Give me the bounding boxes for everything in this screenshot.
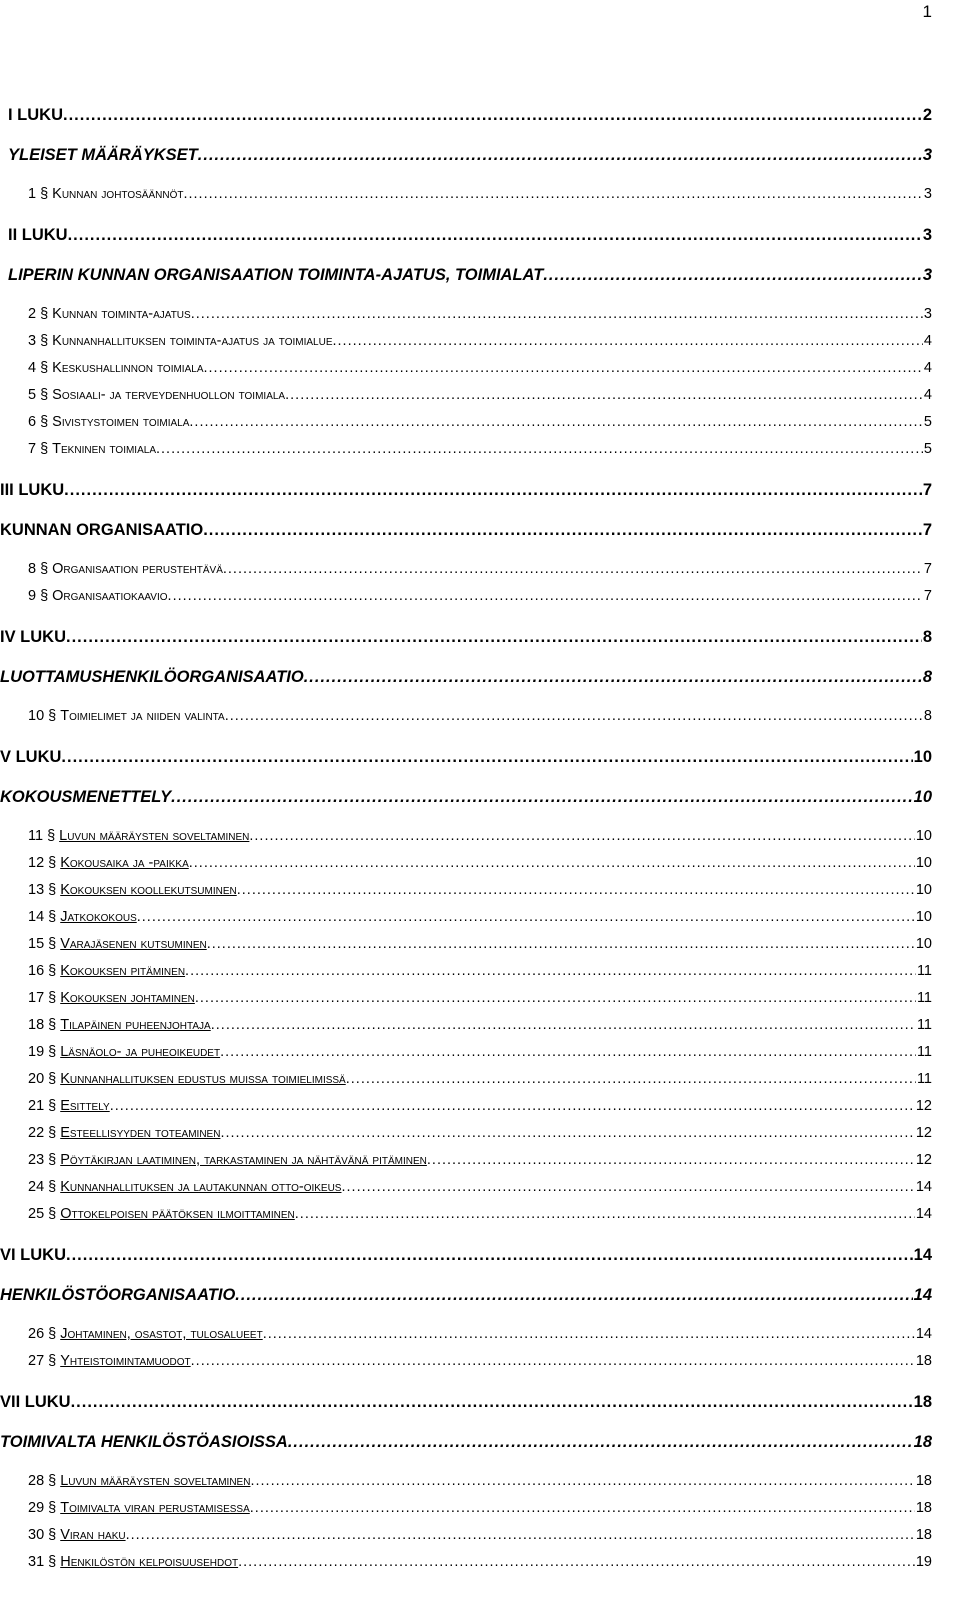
section-sign: § [48,936,57,952]
dot-leader [126,1527,915,1543]
section-number: 28 [28,1473,45,1489]
section-title: Sosiaali- ja terveydenhuollon toimiala [52,387,286,403]
dot-leader [285,387,923,403]
toc-page-number: 11 [916,1044,932,1060]
toc-page-number: 19 [915,1554,932,1570]
section-number: 24 [28,1179,45,1195]
toc-entry[interactable] [28,828,932,852]
section-sign: § [48,1179,57,1195]
section-title: Kokousaika ja -paikka [60,855,189,871]
toc-entry[interactable] [0,1286,932,1310]
toc-entry[interactable] [0,1246,932,1270]
toc-heading: YLEISET MÄÄRÄYKSET [8,146,198,164]
dot-leader [189,414,923,430]
toc-section [28,441,156,457]
toc-entry[interactable] [28,561,932,585]
toc-page-number: 18 [915,1473,932,1489]
toc-entry[interactable] [0,1393,932,1417]
toc-section [28,1179,341,1195]
toc-page-number: 14 [913,1246,932,1264]
toc-page-number: 18 [913,1393,932,1411]
section-sign: § [48,1206,57,1222]
section-title: Kunnanhallituksen toiminta-ajatus ja toimialue [52,333,333,349]
dot-leader [64,481,922,500]
toc-heading: KUNNAN ORGANISAATIO [0,521,204,539]
toc-entry[interactable] [28,708,932,732]
dot-leader [110,1098,915,1114]
toc-entry[interactable] [28,1473,932,1497]
section-title: Kokouksen johtaminen [60,990,195,1006]
section-number: 1 [28,186,37,202]
section-number: 27 [28,1353,45,1369]
section-sign: § [48,708,57,724]
toc-heading: V LUKU [0,748,62,766]
section-number: 9 [28,588,37,604]
toc-page-number: 18 [915,1353,932,1369]
toc-heading: III LUKU [0,481,65,499]
toc-page-number: 18 [913,1433,932,1451]
toc-heading: LUOTTAMUSHENKILÖORGANISAATIO [0,668,304,686]
toc-heading: HENKILÖSTÖORGANISAATIO [0,1286,236,1304]
dot-leader [156,441,923,457]
toc-entry[interactable] [28,1071,932,1095]
toc-entry[interactable] [28,186,932,210]
section-title: Viran haku [60,1527,126,1543]
section-sign: § [48,1152,57,1168]
toc-entry[interactable] [8,106,932,130]
dot-leader [295,1206,915,1222]
section-number: 16 [28,963,45,979]
toc-section [28,1527,126,1543]
dot-leader [346,1071,916,1087]
toc-section [28,1326,263,1342]
section-title: Ottokelpoisen päätöksen ilmoittaminen [60,1206,295,1222]
toc-section [28,1473,250,1489]
toc-heading: II LUKU [8,226,68,244]
toc-entry[interactable] [0,481,932,505]
toc-page-number: 4 [923,387,932,403]
section-sign: § [47,828,56,844]
dot-leader [198,146,922,165]
section-sign: § [48,1473,57,1489]
dot-leader [263,1326,915,1342]
toc-page-number: 8 [922,628,932,646]
section-number: 22 [28,1125,45,1141]
toc-entry[interactable] [28,1152,932,1176]
toc-entry[interactable] [28,990,932,1014]
toc-section [28,1071,346,1087]
toc-page-number: 10 [915,828,932,844]
section-title: Johtaminen, osastot, tulosalueet [60,1326,263,1342]
toc-entry[interactable] [28,963,932,987]
toc-page-number: 14 [915,1206,932,1222]
toc-page-number: 7 [922,521,932,539]
section-sign: § [40,306,49,322]
toc-page-number: 3 [922,266,932,284]
section-sign: § [40,414,49,430]
toc-section [28,561,223,577]
toc-entry[interactable] [28,882,932,906]
section-sign: § [48,963,57,979]
toc-section [28,1206,295,1222]
section-number: 25 [28,1206,45,1222]
dot-leader [223,561,923,577]
dot-leader [427,1152,915,1168]
toc-section [28,1500,250,1516]
toc-page-number: 7 [923,561,932,577]
dot-leader [249,828,914,844]
toc-entry[interactable] [28,333,932,357]
section-number: 20 [28,1071,45,1087]
toc-section [28,855,189,871]
section-sign: § [48,909,57,925]
toc-section [28,708,225,724]
dot-leader [341,1179,914,1195]
section-sign: § [48,1017,57,1033]
toc-page-number: 3 [922,146,932,164]
toc-entry[interactable] [28,855,932,879]
toc-entry[interactable] [28,1326,932,1350]
section-number: 13 [28,882,45,898]
section-number: 12 [28,855,45,871]
section-number: 30 [28,1527,45,1543]
toc-entry[interactable] [28,1353,932,1377]
toc-page-number: 18 [915,1500,932,1516]
toc-page-number: 7 [923,588,932,604]
toc-section [28,186,183,202]
toc-page-number: 7 [922,481,932,499]
toc-entry[interactable] [0,748,932,772]
section-number: 3 [28,333,37,349]
section-title: Keskushallinnon toimiala [52,360,204,376]
toc-section [28,588,168,604]
section-number: 10 [28,708,45,724]
toc-entry[interactable] [28,1017,932,1041]
toc-heading: IV LUKU [0,628,66,646]
toc-page-number: 5 [923,414,932,430]
dot-leader [61,748,912,767]
section-sign: § [48,855,57,871]
toc-page-number: 10 [913,788,932,806]
toc-section [28,1554,238,1570]
toc-page-number: 10 [915,855,932,871]
toc-entry[interactable] [28,414,932,438]
toc-section [28,1098,110,1114]
section-number: 15 [28,936,45,952]
section-title: Pöytäkirjan laatiminen, tarkastaminen ja nähtävänä pitäminen [60,1152,427,1168]
toc-page-number: 14 [915,1179,932,1195]
dot-leader [220,1125,914,1141]
toc-section [28,1017,211,1033]
toc-entry[interactable] [28,1179,932,1203]
section-sign: § [48,1125,57,1141]
dot-leader [220,1044,916,1060]
section-number: 8 [28,561,37,577]
section-number: 6 [28,414,37,430]
section-number: 29 [28,1500,45,1516]
dot-leader [185,963,916,979]
dot-leader [168,588,923,604]
toc-section [28,963,185,979]
toc-entry[interactable] [28,306,932,330]
section-title: Kunnanhallituksen edustus muissa toimielimissä [60,1071,346,1087]
toc-page-number: 11 [916,1071,932,1087]
section-number: 7 [28,441,37,457]
section-sign: § [40,588,49,604]
section-title: Kunnan johtosäännöt [52,186,184,202]
toc-entry[interactable] [28,1098,932,1122]
section-sign: § [40,186,49,202]
section-number: 2 [28,306,37,322]
toc-entry[interactable] [8,146,932,170]
dot-leader [288,1433,913,1452]
toc-section [28,909,137,925]
toc-entry[interactable] [28,1044,932,1068]
toc-page-number: 8 [923,708,932,724]
dot-leader [63,106,922,125]
toc-page-number: 10 [915,936,932,952]
dot-leader [66,628,922,647]
toc-entry[interactable] [28,1500,932,1524]
toc-page-number: 18 [915,1527,932,1543]
toc-page-number: 8 [922,668,932,686]
toc-entry[interactable] [8,266,932,290]
toc-section [28,333,333,349]
dot-leader [68,226,922,245]
toc-section [28,387,285,403]
section-title: Organisaation perustehtävä [52,561,223,577]
toc-entry[interactable] [0,788,932,812]
dot-leader [304,668,922,687]
toc-entry[interactable] [0,668,932,692]
toc-page-number: 10 [915,909,932,925]
dot-leader [237,882,915,898]
section-title: Jatkokokous [60,909,137,925]
toc-page-number: 3 [923,186,932,202]
dot-leader [203,521,922,540]
section-title: Luvun määräysten soveltaminen [59,828,250,844]
section-sign: § [48,1071,57,1087]
section-sign: § [48,1044,57,1060]
dot-leader [137,909,915,925]
toc-section [28,1044,220,1060]
toc-section [28,882,237,898]
section-title: Yhteistoimintamuodot [60,1353,191,1369]
section-number: 4 [28,360,37,376]
dot-leader [204,360,923,376]
section-title: Toimivalta viran perustamisessa [60,1500,250,1516]
dot-leader [183,186,922,202]
section-sign: § [48,882,57,898]
toc-section [28,306,191,322]
toc-entry[interactable] [28,936,932,960]
section-title: Esittely [60,1098,110,1114]
page-number: 1 [922,2,932,21]
section-title: Kunnanhallituksen ja lautakunnan otto-oikeus [60,1179,342,1195]
toc-page-number: 14 [913,1286,932,1304]
section-number: 31 [28,1554,45,1570]
dot-leader [71,1393,913,1412]
toc-heading: VI LUKU [0,1246,66,1264]
toc-entry[interactable] [28,909,932,933]
dot-leader [207,936,915,952]
section-title: Organisaatiokaavio [52,588,168,604]
toc-page-number: 5 [923,441,932,457]
toc-page-number: 4 [923,333,932,349]
section-title: Läsnäolo- ja puheoikeudet [60,1044,221,1060]
toc-heading: TOIMIVALTA HENKILÖSTÖASIOISSA [0,1433,288,1451]
toc-page-number: 12 [915,1125,932,1141]
section-title: Varajäsenen kutsuminen [60,936,207,952]
toc-page-number: 2 [922,106,932,124]
section-number: 11 [28,828,44,844]
toc-section [28,936,207,952]
section-sign: § [40,360,49,376]
section-number: 23 [28,1152,45,1168]
dot-leader [195,990,916,1006]
dot-leader [191,306,923,322]
section-sign: § [40,333,49,349]
toc-entry[interactable] [28,387,932,411]
dot-leader [189,855,915,871]
toc-page-number: 4 [923,360,932,376]
toc-page-number: 10 [915,882,932,898]
toc-heading: KOKOUSMENETTELY [0,788,172,806]
section-title: Kokouksen pitäminen [60,963,186,979]
toc-section [28,1353,191,1369]
dot-leader [238,1554,915,1570]
section-title: Toimielimet ja niiden valinta [60,708,225,724]
toc-section [28,1125,220,1141]
section-sign: § [48,1098,57,1114]
dot-leader [171,788,913,807]
toc-entry[interactable] [8,226,932,250]
section-sign: § [48,1527,57,1543]
section-number: 18 [28,1017,45,1033]
dot-leader [225,708,923,724]
toc-section [28,360,204,376]
dot-leader [191,1353,915,1369]
section-sign: § [48,1326,57,1342]
toc-entry[interactable] [0,521,932,545]
section-title: Tilapäinen puheenjohtaja [60,1017,211,1033]
section-title: Sivistystoimen toimiala [52,414,190,430]
toc-page-number: 14 [915,1326,932,1342]
toc-entry[interactable] [28,1125,932,1149]
section-sign: § [48,1500,57,1516]
toc-entry[interactable] [0,628,932,652]
section-title: Esteellisyyden toteaminen [60,1125,221,1141]
toc-heading: I LUKU [8,106,63,124]
section-number: 19 [28,1044,45,1060]
section-number: 14 [28,909,45,925]
section-sign: § [48,1554,57,1570]
toc-page-number: 3 [922,226,932,244]
section-title: Tekninen toimiala [52,441,156,457]
section-number: 21 [28,1098,45,1114]
toc-page-number: 11 [916,1017,932,1033]
section-title: Kokouksen koollekutsuminen [60,882,237,898]
toc-section [28,1152,427,1168]
toc-entry[interactable] [28,1206,932,1230]
toc-page-number: 12 [915,1098,932,1114]
section-number: 26 [28,1326,45,1342]
dot-leader [250,1500,915,1516]
toc-page-number: 10 [913,748,932,766]
toc-heading: VII LUKU [0,1393,71,1411]
dot-leader [211,1017,916,1033]
toc-entry[interactable] [0,1433,932,1457]
section-sign: § [48,990,57,1006]
dot-leader [333,333,923,349]
toc-entry[interactable] [28,1527,932,1551]
toc-entry[interactable] [28,360,932,384]
toc-section [28,414,189,430]
section-sign: § [40,387,49,403]
section-sign: § [40,561,49,577]
toc-entry[interactable] [28,588,932,612]
section-title: Luvun määräysten soveltaminen [60,1473,251,1489]
toc-page-number: 12 [915,1152,932,1168]
dot-leader [66,1246,913,1265]
toc-section [28,828,249,844]
dot-leader [543,266,921,285]
section-sign: § [48,1353,57,1369]
toc-entry[interactable] [28,441,932,465]
section-number: 17 [28,990,45,1006]
dot-leader [235,1286,912,1305]
section-number: 5 [28,387,37,403]
section-title: Henkilöstön kelpoisuusehdot [60,1554,239,1570]
toc-page-number: 3 [923,306,932,322]
section-title: Kunnan toiminta-ajatus [52,306,191,322]
dot-leader [250,1473,914,1489]
toc-heading: LIPERIN KUNNAN ORGANISAATION TOIMINTA-AJATUS, TOIMIALAT [8,266,544,284]
toc-page-number: 11 [916,990,932,1006]
section-sign: § [40,441,49,457]
toc-page-number: 11 [916,963,932,979]
toc-entry[interactable] [28,1554,932,1578]
toc-section [28,990,195,1006]
